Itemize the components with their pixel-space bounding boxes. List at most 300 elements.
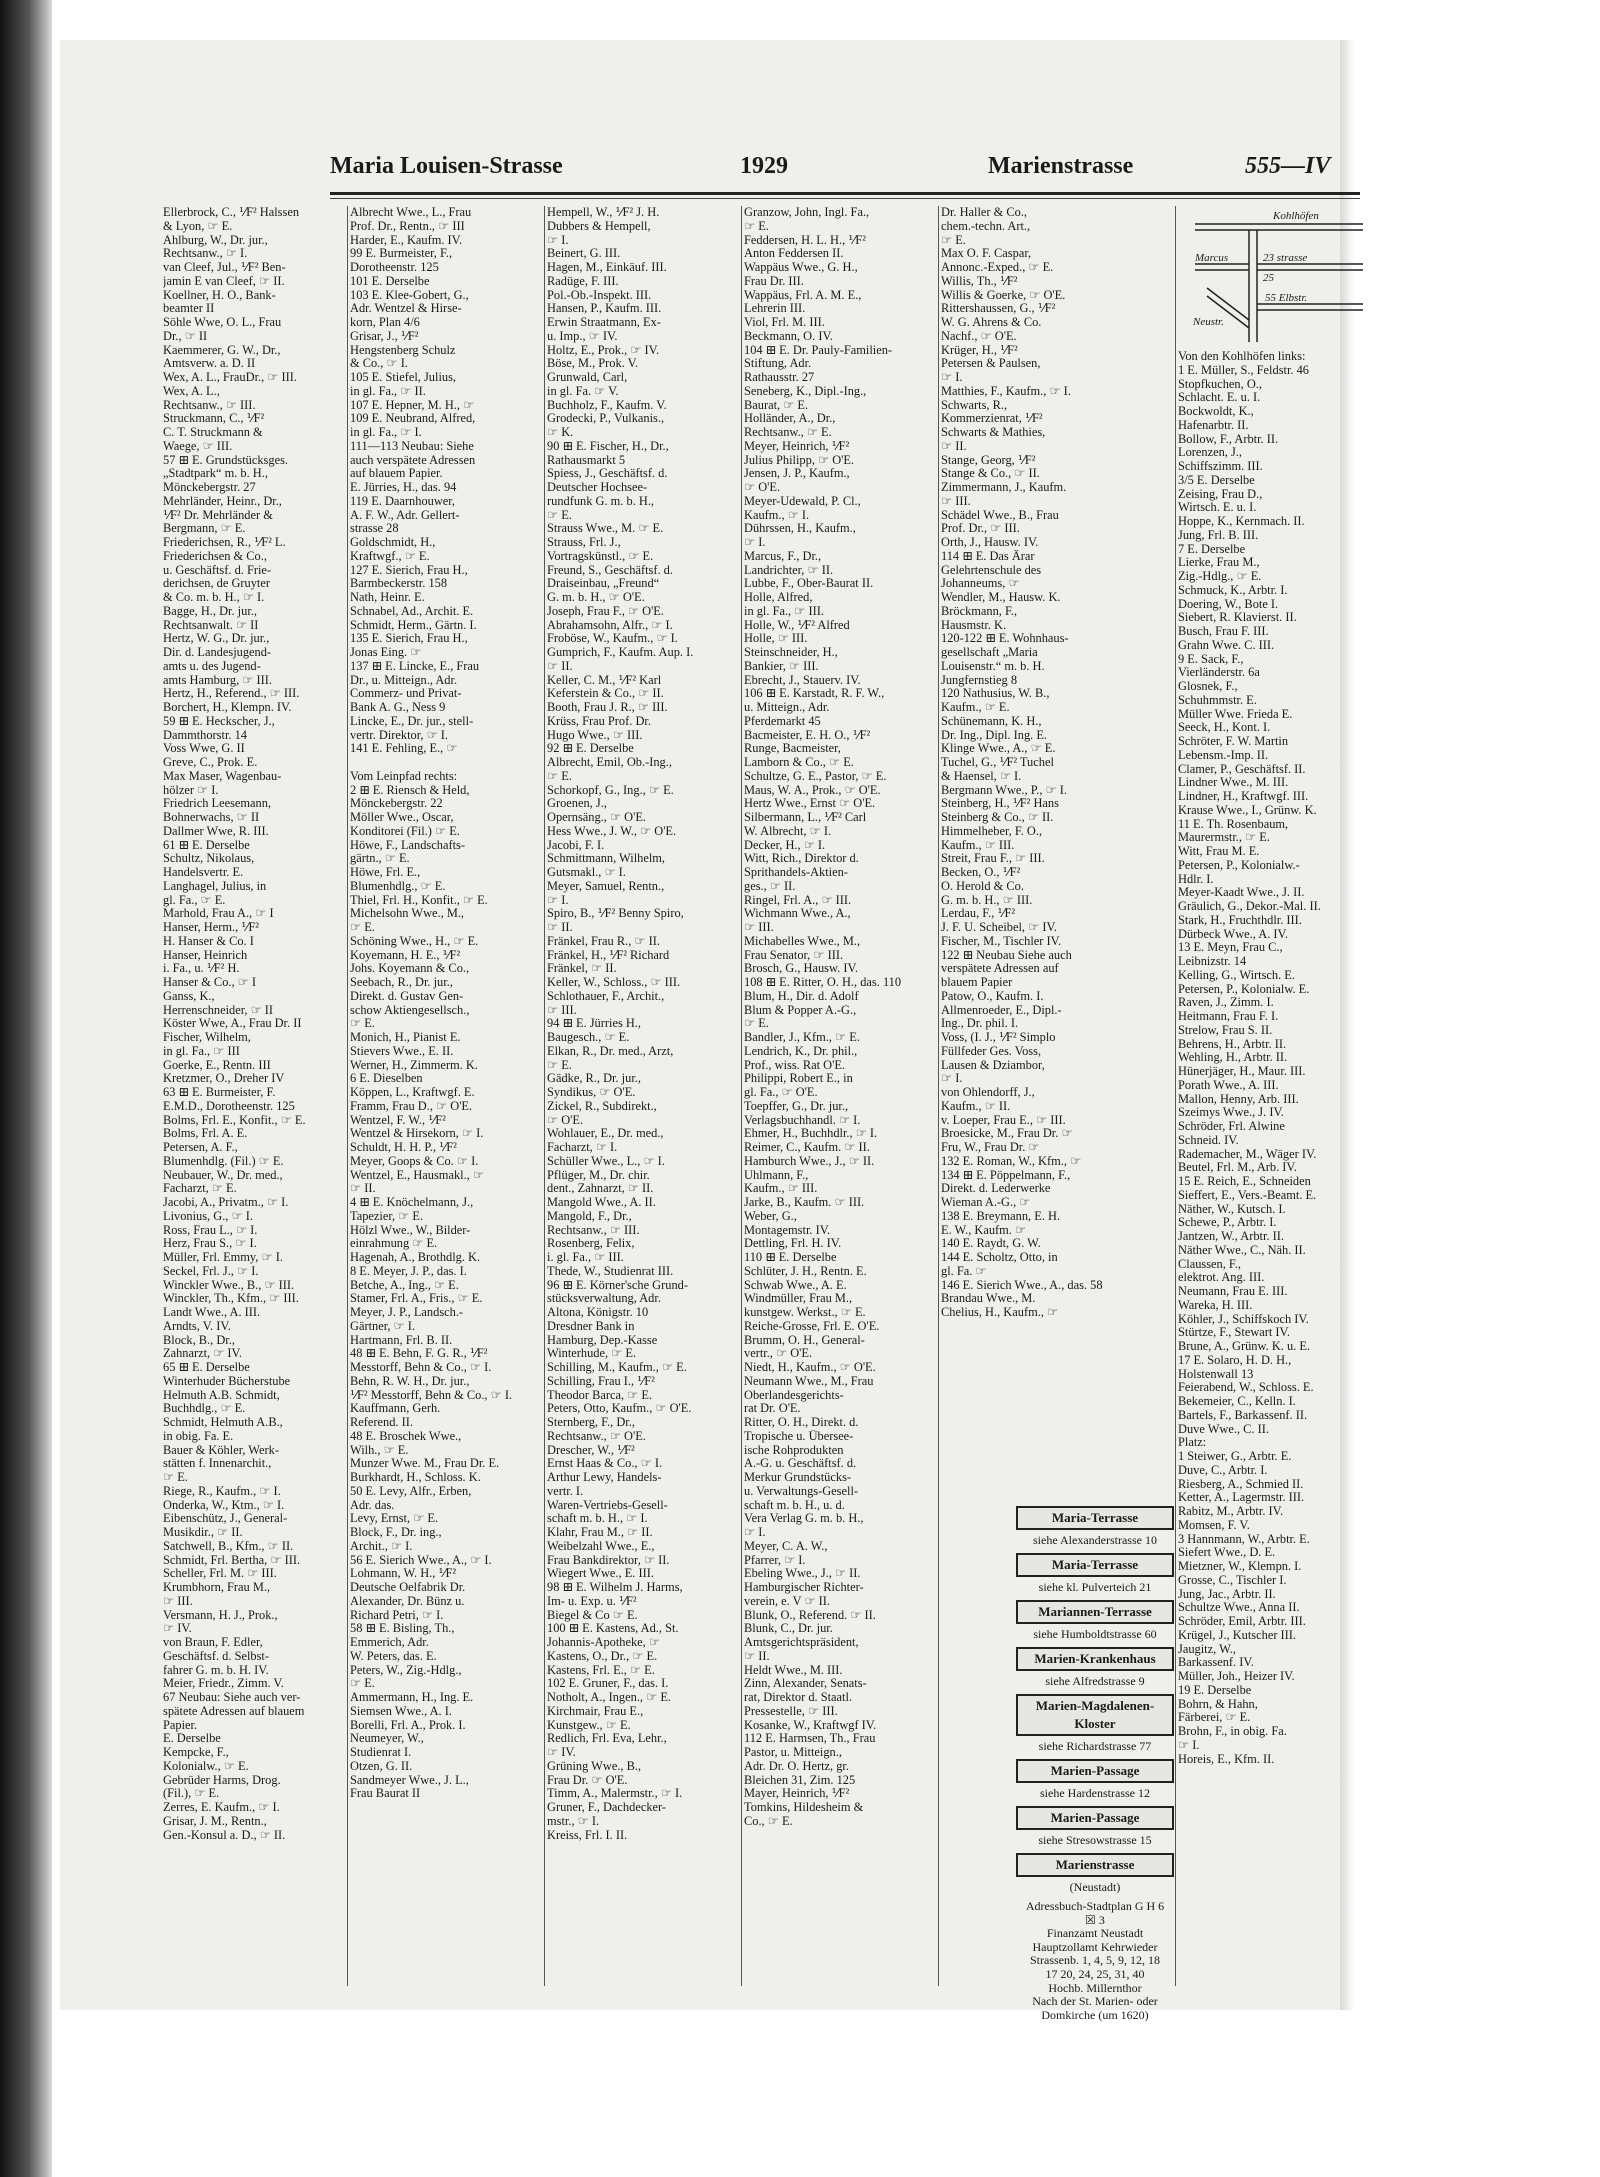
directory-entry-line: Keller, C. M., ⅟F² Karl [547,673,662,687]
directory-entry-line: 58 ⊞ E. Bisling, Th., [350,1622,455,1636]
directory-entry-line: Adr. Wentzel & Hirse- [350,302,462,316]
xref-title: Mariannen-Terrasse [1016,1600,1174,1624]
directory-entry-line: Wappäus, Frl. A. M. E., [744,288,862,302]
directory-entry-line: ☞ O'E. [744,481,781,494]
directory-entry-line: Willis, Th., ⅟F² [941,274,1018,288]
directory-entry-line: W. G. Ahrens & Co. [941,316,1042,329]
directory-entry-line: & Lyon, ☞ E. [163,219,233,233]
directory-entry-line: Friedrich Leesemann, [163,797,272,811]
directory-entry-line: Deutsche Oelfabrik Dr. [350,1581,466,1594]
directory-entry-line: Direkt. d. Gustav Gen- [350,989,464,1003]
directory-entry-line: Meyer-Kaadt Wwe., J. II. [1178,886,1305,900]
directory-entry-line: Handelsvertr. E. [163,866,244,879]
directory-entry-line: 61 ⊞ E. Derselbe [163,838,250,852]
header-left-street: Maria Louisen-Strasse [330,153,563,179]
directory-entry-line: Reiche-Grosse, Frl. E. O'E. [744,1319,880,1333]
directory-entry-line: Stange, Georg, ⅟F² [941,453,1036,467]
directory-entry-line: spätete Adressen auf blauem [163,1704,305,1718]
directory-entry-line: Radüge, F. III. [547,274,619,288]
directory-entry-line: Dr. Haller & Co., [941,206,1028,219]
xref-target: siehe Humboldtstrasse 60 [1033,1627,1157,1641]
directory-entry-line: Grosse, C., Tischler I. [1178,1573,1287,1587]
directory-entry-line: Stürtze, F., Stewart IV. [1178,1326,1291,1340]
directory-entry-line: W. Peters, das. E. [350,1649,437,1663]
directory-entry-line: Hanser, Herm., ⅟F² [163,921,259,934]
directory-entry-line: Petersen, P., Kolonialw. E. [1178,982,1310,996]
directory-entry-line: Harder, E., Kaufm. IV. [350,233,463,247]
directory-entry-line: 3 Hannmann, W., Arbtr. E. [1178,1532,1310,1546]
directory-entry-line: Kommerzienrat, ⅟F² [941,412,1043,426]
directory-entry-line: Pastor, u. Mitteign., [744,1746,842,1759]
directory-entry-line: Jaugitz, W., [1178,1642,1236,1656]
directory-entry-line: 102 E. Gruner, F., das. I. [547,1677,669,1691]
directory-entry-line: Hanser & Co., ☞ I [163,976,257,989]
directory-entry-line: Zimmermann, J., Kaufm. [941,481,1067,494]
directory-entry-line: Rechtsanw., ☞ E. [744,426,832,439]
directory-entry-line: Schilling, Frau I., ⅟F² [547,1374,655,1388]
directory-entry-line: elektrot. Ang. III. [1178,1271,1265,1285]
directory-entry-line: Pressestelle, ☞ III. [744,1704,838,1718]
directory-entry-line: Archit., ☞ I. [350,1539,413,1553]
column-divider [741,206,742,1986]
directory-entry-line: Syndikus, ☞ O'E. [547,1086,636,1099]
directory-entry-line: Kreiss, Frl. I. II. [547,1828,628,1842]
directory-entry-line: Beinert, G. III. [547,247,621,261]
directory-entry-line: Blunk, C., Dr. jur. [744,1622,833,1636]
directory-entry-line: Schlacht. E. u. I. [1178,391,1261,405]
directory-entry-line: Schmittmann, Wilhelm, [547,852,666,866]
directory-entry-line: Vierländerstr. 6a [1178,666,1260,680]
directory-entry-line: Herz, Frau S., ☞ I. [163,1237,257,1251]
directory-entry-line: 134 ⊞ E. Pöppelmann, F., [941,1168,1071,1182]
directory-entry-line: Wex, A. L., [163,384,220,398]
directory-entry-line: Thede, W., Studienrat III. [547,1264,674,1278]
directory-entry-line: Burkhardt, H., Schloss. K. [350,1471,481,1484]
directory-entry-line: Winckler Wwe., B., ☞ III. [163,1278,295,1292]
directory-entry-line: Allmenroeder, E., Dipl.- [941,1003,1062,1017]
directory-entry-line: Pol.-Ob.-Inspekt. III. [547,288,652,302]
directory-entry-line: Ing., Dr. phil. I. [941,1017,1019,1031]
directory-entry-line: Im- u. Exp. u. ⅟F² [547,1594,637,1608]
directory-entry-line: Weber, G., [744,1209,797,1223]
directory-entry-line: 120-122 ⊞ E. Wohnhaus- [941,632,1069,646]
directory-entry-line: 109 E. Neubrand, Alfred, [350,412,476,426]
directory-entry-line: von Braun, F. Edler, [163,1636,263,1649]
directory-entry-line: Lendrich, K., Dr. phil., [744,1044,858,1058]
header-right-street: Marienstrasse [988,153,1134,179]
directory-entry-line: Block, F., Dr. ing., [350,1526,442,1539]
directory-entry-line: Mehrländer, Heinr., Dr., [163,494,282,508]
directory-entry-line: 50 E. Levy, Alfr., Erben, [350,1484,472,1498]
directory-entry-line: Silbermann, L., ⅟F² Carl [744,811,867,824]
directory-entry-line: 132 E. Roman, W., Kfm., ☞ [941,1154,1082,1168]
directory-entry-line: Landt Wwe., A. III. [163,1306,261,1319]
directory-entry-line: Behn, R. W. H., Dr. jur., [350,1374,470,1388]
directory-entry-line: Bagge, H., Dr. jur., [163,604,257,618]
directory-entry-line: Steinschneider, H., [744,646,838,659]
directory-entry-line: Dir. d. Landesjugend- [163,646,272,659]
directory-entry-line: Papier. [163,1718,198,1732]
directory-entry-line: Pfarrer, ☞ I. [744,1553,806,1567]
directory-entry-line: Schädel Wwe., B., Frau [941,508,1059,522]
directory-entry-line: 112 E. Harmsen, Th., Frau [744,1732,876,1746]
directory-entry-line: Wichmann Wwe., A., [744,907,851,921]
directory-entry-line: Gen.-Konsul a. D., ☞ II. [163,1828,286,1842]
xref-box [1016,1759,1174,1800]
directory-entry-line: Tuchel, G., ⅟F² Tuchel [941,756,1054,769]
directory-entry-line: Hausmstr. K. [941,618,1007,632]
directory-entry-line: Stamer, Frl. A., Fris., ☞ E. [350,1292,483,1306]
xref-target: siehe Hardenstrasse 12 [1040,1786,1150,1800]
directory-entry-line: Toepffer, G., Dr. jur., [744,1099,849,1113]
directory-entry-line: Struckmann, C., ⅟F² [163,412,265,426]
directory-entry-line: Rechtsanw., ☞ O'E. [547,1429,646,1443]
directory-entry-line: schaft m. b. H., u. d. [744,1498,845,1512]
directory-entry-line: C. T. Struckmann & [163,426,263,439]
directory-entry-line: Schultz, Nikolaus, [163,852,255,866]
header-rule-thin [330,198,1360,199]
directory-entry-line: Jonas Eing. ☞ [350,646,422,659]
directory-entry-line: Zig.-Hdlg., ☞ E. [1178,570,1262,583]
directory-entry-line: Kastens, O., Dr., ☞ E. [547,1649,658,1663]
directory-entry-line: Wieman A.-G., ☞ [941,1196,1031,1209]
directory-entry-line: Strelow, Frau S. II. [1178,1023,1273,1037]
directory-entry-line: i. gl. Fa., ☞ III. [547,1251,624,1264]
directory-entry-line: Drescher, W., ⅟F² [547,1443,635,1457]
directory-entry-line: Bartels, F., Barkassenf. II. [1178,1408,1308,1422]
directory-entry-line: Söhle Wwe, O. L., Frau [163,316,282,329]
directory-entry-line: Schultze, G. E., Pastor, ☞ E. [744,769,887,783]
map-label: Marcus [1195,252,1229,264]
directory-entry-line: Brohn, F., in obig. Fa. [1178,1725,1287,1738]
directory-entry-line: Schröder, Emil, Arbtr. III. [1178,1615,1306,1628]
directory-entry-line: Verlagsbuchhandl. ☞ I. [744,1113,861,1127]
directory-entry-line: derichsen, de Gruyter [163,577,270,591]
directory-column-3 [547,206,739,1991]
directory-entry-line: Gutsmakl., ☞ I. [547,866,626,879]
directory-entry-line: Otzen, G. II. [350,1759,413,1773]
directory-entry-line: Brandau Wwe., M. [941,1292,1036,1306]
directory-entry-line: Hertz Wwe., Ernst ☞ O'E. [744,797,876,811]
column-divider [544,206,545,1986]
directory-entry-line: Redlich, Frl. Eva, Lehr., [547,1732,667,1746]
directory-entry-line: 92 ⊞ E. Derselbe [547,742,634,756]
directory-entry-line: ☞ K. [547,426,574,439]
directory-entry-line: Schüller Wwe., L., ☞ I. [547,1154,665,1168]
directory-entry-line: Borelli, Frl. A., Prok. I. [350,1718,466,1732]
directory-entry-line: Dresdner Bank in [547,1319,635,1333]
directory-entry-line: Abrahamsohn, Alfr., ☞ I. [547,618,673,632]
directory-entry-line: Kraftwgf., ☞ E. [350,549,430,563]
directory-entry-line: Färberei, ☞ E. [1178,1711,1251,1725]
directory-entry-line: Borchert, H., Klempn. IV. [163,701,292,714]
directory-entry-line: verspätete Adressen auf [941,962,1059,976]
header-rule [330,192,1360,195]
directory-entry-line: Wehling, H., Arbtr. II. [1178,1051,1288,1065]
directory-entry-line: Klinge Wwe., A., ☞ E. [941,742,1056,756]
directory-entry-line: Ross, Frau L., ☞ I. [163,1223,258,1237]
directory-entry-line: Bohrn, & Hahn, [1178,1697,1258,1711]
directory-entry-line: Helmuth A.B. Schmidt, [163,1388,280,1402]
directory-entry-line: Freund, S., Geschäftsf. d. [547,563,673,577]
directory-entry-line: Szeimys Wwe., J. IV. [1178,1106,1284,1120]
directory-entry-line: Langhagel, Julius, in [163,879,267,893]
directory-entry-line: Sandmeyer Wwe., J. L., [350,1773,469,1787]
directory-entry-line: Julius Philipp, ☞ O'E. [744,453,855,467]
directory-entry-line: Kirchmair, Frau E., [547,1704,644,1718]
header-year: 1929 [740,153,788,179]
directory-entry-line: Musikdir., ☞ II. [163,1526,243,1539]
directory-entry-line: Friederichsen & Co., [163,549,267,563]
directory-entry-line: 8 E. Meyer, J. P., das. I. [350,1264,467,1278]
directory-entry-line: ☞ III. [941,494,971,508]
directory-entry-line: Spiro, B., ⅟F² Benny Spiro, [547,907,684,921]
directory-entry-line: Dammthorstr. 14 [163,728,247,742]
directory-entry-line: Lorenzen, J., [1178,446,1242,460]
directory-entry-line: Viol, Frl. M. III. [744,316,825,329]
directory-entry-line: Landrichter, ☞ II. [744,563,834,577]
directory-entry-line: Greve, C., Prok. E. [163,756,258,769]
directory-entry-line: Richard Petri, ☞ I. [350,1608,444,1622]
directory-entry-line: 11 E. Th. Rosenbaum, [1178,817,1289,831]
directory-entry-line: Vortragskünstl., ☞ E. [547,549,654,563]
directory-entry-line: i. Fa., u. ⅟F² H. [163,962,240,976]
directory-entry-line: Jantzen, W., Arbtr. II. [1178,1230,1284,1243]
directory-entry-line: Willis & Goerke, ☞ O'E. [941,288,1066,302]
directory-entry-line: Jacobi, A., Privatm., ☞ I. [163,1196,289,1209]
directory-entry-line: Rechtsanwalt. ☞ II [163,618,259,632]
directory-entry-line: Näther, W., Kutsch. I. [1178,1202,1286,1216]
directory-entry-line: Jung, Frl. B. III. [1178,528,1259,542]
directory-entry-line: Facharzt, ☞ E. [163,1182,237,1196]
directory-entry-line: jamin E van Cleef, ☞ II. [163,274,285,288]
directory-column-6 [1178,350,1366,1990]
directory-entry-line: Koellner, H. O., Bank- [163,288,276,302]
directory-entry-line: Schröter, F. W. Martin [1178,735,1289,748]
directory-entry-line: Wentzel, E., Hausmakl., ☞ [350,1168,484,1182]
directory-entry-line: 127 E. Sierich, Frau H., [350,563,468,577]
directory-entry-line: Leibnizstr. 14 [1178,955,1247,968]
directory-entry-line: Pflüger, M., Dr. chir. [547,1168,650,1182]
directory-entry-line: 135 E. Sierich, Frau H., [350,632,468,646]
directory-entry-line: gl. Fa. ☞ [941,1264,987,1278]
directory-entry-line: 94 ⊞ E. Jürries H., [547,1017,642,1031]
directory-entry-line: Booth, Frau J. R., ☞ III. [547,701,668,714]
directory-entry-line: 17 E. Solaro, H. D. H., [1178,1353,1292,1367]
directory-entry-line: Max O. F. Caspar, [941,247,1032,261]
directory-entry-line: 96 ⊞ E. Körner'sche Grund- [547,1278,688,1292]
xref-target: siehe kl. Pulverteich 21 [1038,1580,1152,1594]
directory-entry-line: 122 ⊞ Neubau Siehe auch [941,948,1072,962]
directory-entry-line: Ernst Haas & Co., ☞ I. [547,1457,663,1471]
xref-target: siehe Alexanderstrasse 10 [1033,1533,1157,1547]
directory-entry-line: Kaufm., ☞ E. [941,701,1010,714]
directory-entry-line: Bolms, Frl. A. E. [163,1127,248,1141]
directory-column-4 [744,206,937,1991]
directory-entry-line: strasse 28 [350,522,399,536]
directory-entry-line: Bollow, F., Arbtr. II. [1178,432,1279,446]
directory-entry-line: ☞ E. [547,1058,572,1072]
directory-entry-line: Johs. Koyemann & Co., [350,962,470,976]
directory-entry-line: Timm, A., Malermstr., ☞ I. [547,1787,683,1801]
directory-entry-line: 1 E. Müller, S., Feldstr. 46 [1178,363,1309,377]
directory-entry-line: Schiffszimm. III. [1178,460,1263,473]
directory-entry-line: Marcus, F., Dr., [744,549,822,563]
directory-entry-line: J. F. U. Scheibel, ☞ IV. [941,921,1057,934]
directory-entry-line: Holstenwall 13 [1178,1367,1254,1381]
directory-entry-line: Petersen, P., Kolonialw.- [1178,858,1300,872]
directory-entry-line: Lamborn & Co., ☞ E. [744,756,854,769]
directory-entry-line: ische Rohprodukten [744,1443,844,1457]
directory-entry-line: Dubbers & Hempell, [547,219,651,233]
directory-entry-line: ☞ E. [547,769,572,783]
map-label: 55 Elbstr. [1265,292,1308,304]
directory-entry-line: Porath Wwe., A. III. [1178,1078,1279,1092]
directory-entry-line: korn, Plan 4/6 [350,316,420,329]
directory-entry-line: auch verspätete Adressen [350,453,476,467]
directory-entry-line: Müller, Frl. Emmy, ☞ I. [163,1251,283,1264]
directory-entry-line: Niedt, H., Kaufm., ☞ O'E. [744,1361,876,1374]
directory-entry-line: Meyer, Goops & Co. ☞ I. [350,1154,479,1168]
info-line: Hauptzollamt Kehrwieder [1032,1939,1158,1954]
directory-entry-line: Peters, W., Zig.-Hdlg., [350,1663,462,1677]
directory-entry-line: Hempell, W., ⅟F² J. H. [547,206,660,219]
directory-entry-line: Holle, Alfred, [744,591,813,604]
page-number: 555—IV [1245,153,1331,179]
directory-entry-line: Lindner, H., Kraftwgf. III. [1178,790,1309,803]
street-heading-box [1016,1853,1174,1894]
directory-entry-line: Deutscher Hochsee- [547,481,648,494]
directory-entry-line: Sprithandels-Aktien- [744,866,848,879]
directory-entry-line: Gumprich, F., Kaufm. Aup. I. [547,646,694,659]
directory-entry-line: u. Imp., ☞ IV. [547,329,618,343]
directory-column-1 [163,206,346,1991]
directory-entry-line: Hartmann, Frl. B. II. [350,1333,453,1347]
directory-entry-line: mstr., ☞ I. [547,1814,600,1828]
directory-entry-line: Facharzt, ☞ I. [547,1141,618,1154]
directory-entry-line: Schmidt, Herm., Gärtn. I. [350,618,477,632]
directory-entry-line: Schöning Wwe., H., ☞ E. [350,934,479,948]
directory-entry-line: E. Jürries, H., das. 94 [350,481,457,494]
directory-entry-line: Ebrecht, J., Stauerv. IV. [744,673,861,687]
directory-entry-line: Schultze Wwe., Anna II. [1178,1601,1300,1615]
directory-entry-line: Platz: [1178,1436,1207,1450]
directory-entry-line: Tomkins, Hildesheim & [744,1801,864,1814]
directory-entry-line: Lausen & Dziambor, [941,1058,1045,1072]
info-line: Strassenb. 1, 4, 5, 9, 12, 18 [1030,1953,1160,1968]
directory-entry-line: Meyer, Samuel, Rentn., [547,879,665,893]
directory-entry-line: Block, B., Dr., [163,1333,235,1347]
directory-entry-line: Uhlmann, F., [744,1168,809,1182]
directory-entry-line: Commerz- und Privat- [350,687,462,701]
directory-entry-line: ☞ I. [1178,1738,1200,1752]
directory-entry-line: Meyer, Heinrich, ⅟F² [744,439,850,453]
directory-entry-line: Wirtsch. E. u. I. [1178,501,1257,515]
directory-entry-line: Windmüller, Frau M., [744,1292,853,1306]
directory-entry-line: & Co., ☞ I. [350,357,408,371]
directory-entry-line: 3/5 E. Derselbe [1178,473,1255,487]
directory-entry-line: Klahr, Frau M., ☞ II. [547,1526,653,1539]
directory-entry-line: hölzer ☞ I. [163,783,219,797]
directory-entry-line: 67 Neubau: Siehe auch ver- [163,1691,301,1704]
directory-entry-line: Lindner Wwe., M. III. [1178,776,1289,790]
directory-entry-line: Adr. das. [350,1498,395,1512]
directory-entry-line: Hamburgischer Richter- [744,1581,864,1594]
directory-entry-line: Müller, Joh., Heizer IV. [1178,1670,1295,1683]
directory-entry-line: in gl. Fa., ☞ III. [744,604,824,618]
street-heading: Marienstrasse [1016,1853,1174,1877]
directory-entry-line: Nath, Heinr. E. [350,591,425,604]
directory-entry-line: Schünemann, K. H., [941,714,1042,728]
directory-entry-line: in obig. Fa. E. [163,1429,234,1443]
directory-entry-line: gl. Fa., ☞ E. [163,893,226,907]
directory-entry-line: Amtsgerichtspräsident, [744,1636,859,1649]
directory-entry-line: Louisenstr.“ m. b. H. [941,659,1045,673]
directory-entry-line: Johannis-Apotheke, ☞ [547,1636,660,1649]
directory-entry-line: Biegel & Co ☞ E. [547,1608,638,1622]
directory-entry-line: Draiseinbau, „Freund“ [547,577,660,591]
directory-entry-line: ⅟F² Messtorff, Behn & Co., ☞ I. [350,1388,513,1402]
directory-entry-line: Buchholz, F., Kaufm. V. [547,398,667,412]
directory-entry-line: Voss Wwe, G. II [163,742,245,756]
directory-entry-line: ☞ E. [350,1017,375,1031]
directory-entry-line: Tropische u. Übersee- [744,1429,854,1443]
directory-entry-line: Wohlauer, E., Dr. med., [547,1127,664,1141]
directory-entry-line: Petersen, A. F., [163,1141,238,1154]
directory-entry-line: Schröder, Frl. Alwine [1178,1120,1285,1133]
directory-entry-line: Neumeyer, W., [350,1732,424,1746]
directory-entry-line: Bröckmann, F., [941,604,1018,618]
directory-entry-line: Raven, J., Zimm. I. [1178,996,1274,1010]
directory-entry-line: Scheller, Frl. M. ☞ III. [163,1567,277,1581]
directory-entry-line: Schneid. IV. [1178,1133,1239,1147]
xref-title: Marien-Magdalenen-Kloster [1016,1694,1174,1736]
directory-entry-line: Ritter, O. H., Direkt. d. [744,1416,859,1429]
directory-entry-line: ☞ O'E. [547,1113,584,1127]
directory-entry-line: Rathausmarkt 5 [547,453,626,467]
directory-entry-line: Reimer, C., Kaufm. ☞ II. [744,1141,870,1154]
directory-entry-line: Vera Verlag G. m. b. H., [744,1512,864,1526]
directory-entry-line: Hamburg, Dep.-Kasse [547,1333,658,1347]
directory-entry-line: Alexander, Dr. Bünz u. [350,1594,465,1608]
directory-entry-line: rundfunk G. m. b. H., [547,494,655,508]
directory-entry-line: Jung, Jac., Arbtr. II. [1178,1587,1276,1601]
directory-entry-line: vertr. Direktor, ☞ I. [350,728,449,742]
directory-entry-line: Kosanke, W., Kraftwgf IV. [744,1718,877,1732]
directory-entry-line: Grisar, J. M., Rentn., [163,1814,267,1828]
directory-entry-line: Ringel, Frl. A., ☞ III. [744,893,852,907]
directory-entry-line: Zinn, Alexander, Senats- [744,1677,867,1691]
directory-entry-line: Referend. II. [350,1416,413,1429]
directory-entry-line: Pferdemarkt 45 [744,714,821,728]
directory-entry-line: Rathausstr. 27 [744,371,815,384]
directory-entry-line: ☞ E. [744,1017,769,1031]
directory-entry-line: Chelius, H., Kaufm., ☞ [941,1306,1059,1319]
directory-entry-line: Annonc.-Exped., ☞ E. [941,261,1054,274]
directory-entry-line: ☞ IV. [547,1746,576,1759]
directory-entry-line: Witt, Frau M. E. [1178,845,1260,858]
directory-entry-line: 110 ⊞ E. Derselbe [744,1251,837,1264]
directory-entry-line: 141 E. Fehling, E., ☞ [350,742,458,756]
directory-entry-line: Witt, Rich., Direktor d. [744,852,859,866]
directory-entry-line: Schmuck, K., Arbtr. I. [1178,583,1288,597]
directory-entry-line: Feddersen, H. L. H., ⅟F² [744,233,866,247]
xref-target: siehe Alfredstrasse 9 [1045,1674,1145,1688]
xref-title: Maria-Terrasse [1016,1506,1174,1530]
directory-entry-line: rat Dr. O'E. [744,1402,801,1416]
directory-entry-line: Bolms, Frl. E., Konfit., ☞ E. [163,1113,306,1127]
directory-entry-line: Buchhdlg., ☞ E. [163,1402,246,1416]
